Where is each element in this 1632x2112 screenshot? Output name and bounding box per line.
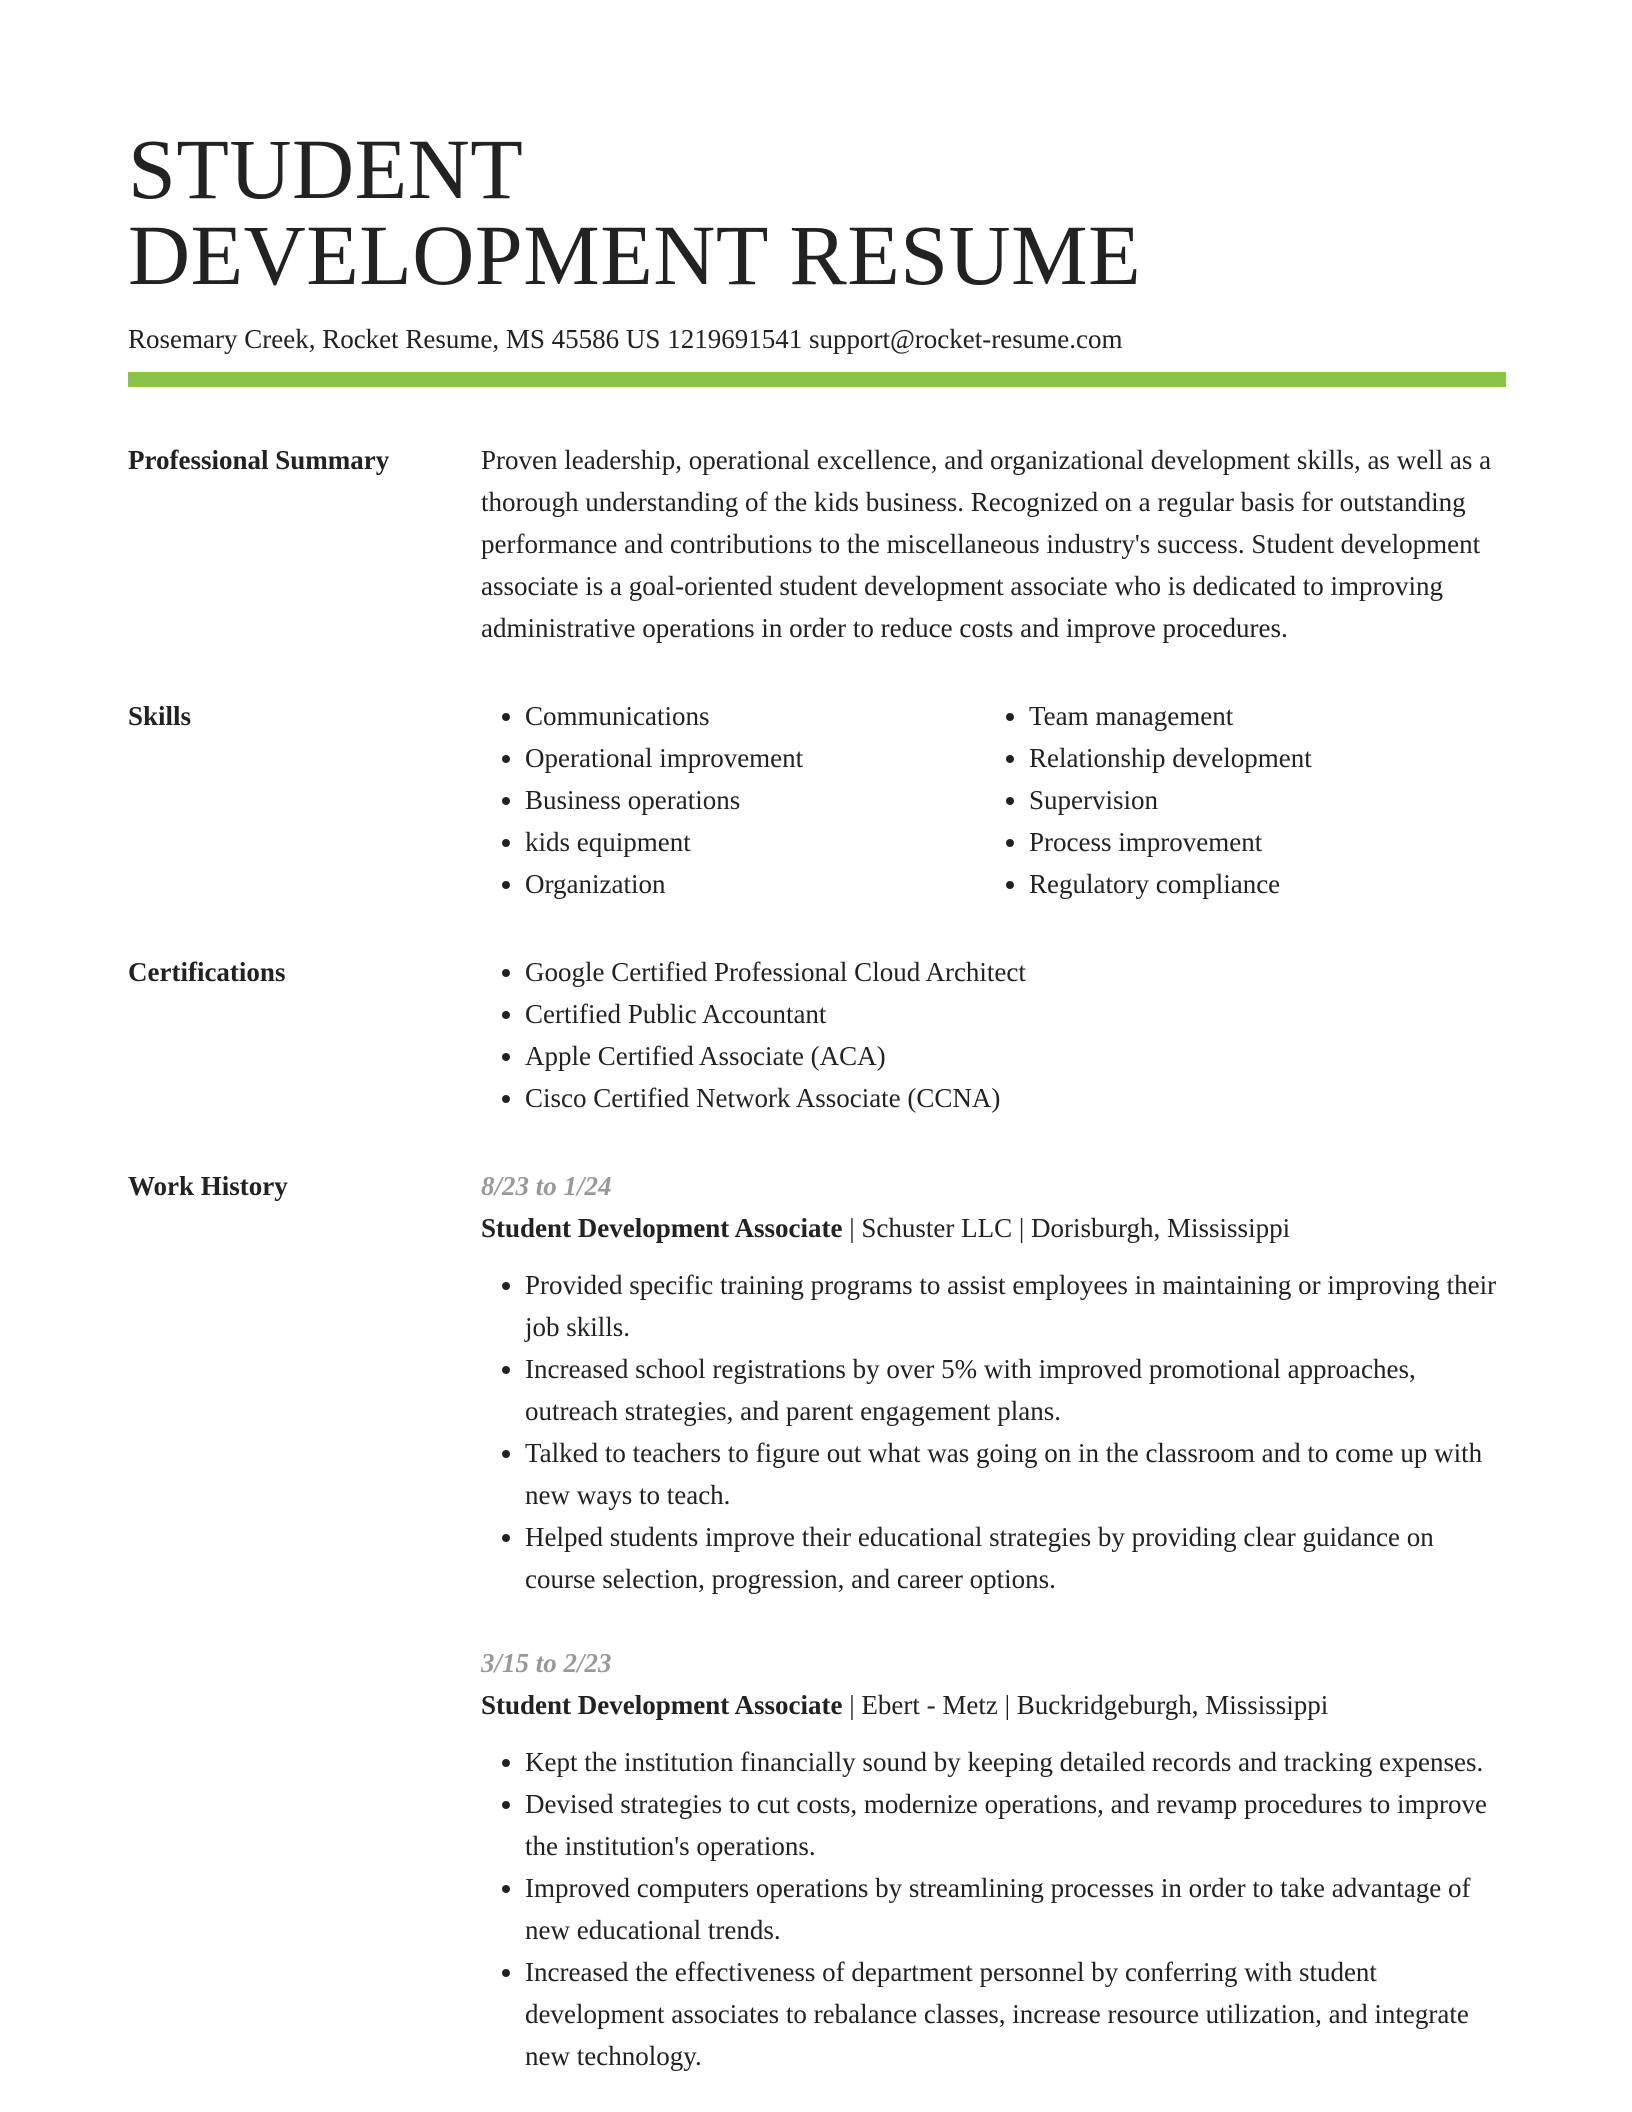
skills-list-left — [481, 695, 985, 905]
job-entry — [481, 1642, 1506, 2077]
job-entry — [481, 1165, 1506, 1600]
title-line-1: STUDENT — [128, 121, 524, 217]
list-item: • Operational improvement — [525, 737, 985, 779]
skills-content — [481, 695, 1506, 905]
list-item: • Devised strategies to cut costs, modernize operations, and revamp procedures to improve the institution's operations. — [525, 1783, 1506, 1867]
list-item: • Kept the institution financially sound by keeping detailed records and tracking expenses. — [525, 1741, 1506, 1783]
list-item: • Team management — [1029, 695, 1489, 737]
work-history-content — [481, 1165, 1506, 2077]
list-item: • Certified Public Accountant — [525, 993, 1506, 1035]
job-bullets — [481, 1741, 1506, 2077]
list-item: • Apple Certified Associate (ACA) — [525, 1035, 1506, 1077]
list-item: • Google Certified Professional Cloud Architect — [525, 951, 1506, 993]
list-item: • Cisco Certified Network Associate (CCNA) — [525, 1077, 1506, 1119]
work-history-label: Work History — [128, 1171, 288, 1201]
list-item: • kids equipment — [525, 821, 985, 863]
page-title — [128, 0, 1506, 303]
list-item: • Helped students improve their educational strategies by providing clear guidance on course selection, progression, and career options. — [525, 1516, 1506, 1600]
summary-content — [481, 439, 1506, 649]
work-history-section — [128, 1165, 1506, 2077]
job-heading — [481, 1207, 1506, 1249]
list-item: • Organization — [525, 863, 985, 905]
job-details: | Schuster LLC | Dorisburgh, Mississippi — [842, 1213, 1291, 1243]
certifications-content — [481, 951, 1506, 1119]
accent-divider — [128, 372, 1506, 387]
list-item: • Provided specific training programs to assist employees in maintaining or improving their job skills. — [525, 1264, 1506, 1348]
list-item: • Business operations — [525, 779, 985, 821]
list-item: • Process improvement — [1029, 821, 1489, 863]
job-bullets — [481, 1264, 1506, 1600]
skills-section — [128, 695, 1506, 905]
job-dates: 3/15 to 2/23 — [481, 1648, 612, 1678]
list-item: • Supervision — [1029, 779, 1489, 821]
summary-text: Proven leadership, operational excellence, and organizational development skills, as well as a thorough understanding of the kids business. Recognized on a regular basis for outstanding performance and contributions to the miscellaneous industry's success. Student development associate is a goal-oriented student development associate who is dedicated to improving administrative operations in order to reduce costs and improve procedures. — [481, 445, 1492, 643]
job-details: | Ebert - Metz | Buckridgeburgh, Mississippi — [842, 1690, 1329, 1720]
contact-line: Rosemary Creek, Rocket Resume, MS 45586 US 1219691541 support@rocket-resume.com — [128, 324, 1123, 354]
certifications-label: Certifications — [128, 957, 286, 987]
job-heading — [481, 1684, 1506, 1726]
job-dates: 8/23 to 1/24 — [481, 1171, 612, 1201]
list-item: • Increased school registrations by over 5% with improved promotional approaches, outreach strategies, and parent engagement plans. — [525, 1348, 1506, 1432]
summary-section — [128, 439, 1506, 649]
skills-label: Skills — [128, 701, 192, 731]
list-item: • Relationship development — [1029, 737, 1489, 779]
job-title: Student Development Associate — [481, 1213, 843, 1243]
job-title: Student Development Associate — [481, 1690, 843, 1720]
certifications-list — [481, 951, 1506, 1119]
list-item: • Communications — [525, 695, 985, 737]
skills-list-right — [985, 695, 1489, 905]
list-item: • Regulatory compliance — [1029, 863, 1489, 905]
list-item: • Talked to teachers to figure out what was going on in the classroom and to come up with new ways to teach. — [525, 1432, 1506, 1516]
certifications-section — [128, 951, 1506, 1119]
list-item: • Increased the effectiveness of department personnel by conferring with student development associates to rebalance classes, increase resource utilization, and integrate new technology. — [525, 1951, 1506, 2077]
summary-label: Professional Summary — [128, 445, 390, 475]
title-line-2: DEVELOPMENT RESUME — [128, 207, 1142, 303]
resume-page — [128, 0, 1506, 2077]
list-item: • Improved computers operations by streamlining processes in order to take advantage of new educational trends. — [525, 1867, 1506, 1951]
